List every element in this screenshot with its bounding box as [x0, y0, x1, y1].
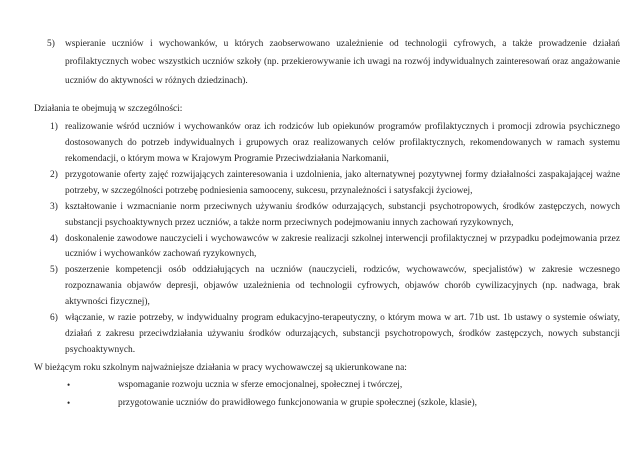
- list-item-text: włączanie, w razie potrzeby, w indywidualny program edukacyjno-terapeutyczny, o którym mowa w art. 71b ust. 1b ustawy o systemie oświaty, działań z zakresu przeciwdziałania używaniu środków odurzających, substancji psychotropowych, środków zastępczych, nowych substancji psychoaktywnych.: [65, 313, 620, 355]
- bullet-item-text: przygotowanie uczniów do prawidłowego funkcjonowania w grupie społecznej (szkole, klasie),: [118, 397, 478, 408]
- list-item: [50, 232, 620, 264]
- list-item-text: kształtowanie i wzmacnianie norm przeciwnych używaniu środków odurzających, substancji psychotropowych, środków zastępczych, nowych substancji psychoaktywnych przez uczniów, a także norm przeciwnych podejmowaniu innych zachowań ryzykownych,: [65, 201, 620, 228]
- bullet-icon: •: [67, 380, 71, 391]
- bullet-list-item: [34, 395, 620, 412]
- list-item-text: przygotowanie oferty zajęć rozwijających zainteresowania i uzdolnienia, jako alternatywnej pozytywnej formy działalności zaspakajającej ważne potrzeby, w szczególności potrzebę podniesienia samooceny, sukcesu, przynależności i satysfakcji życiowej,: [65, 169, 620, 196]
- bullet-list: [34, 377, 620, 412]
- bullet-icon: •: [67, 397, 71, 408]
- list-item-number: 2): [50, 169, 58, 180]
- section-heading: Działania te obejmują w szczególności:: [34, 104, 183, 115]
- list-item: [50, 263, 620, 311]
- list-item-text: poszerzenie kompetencji osób oddziałujących na uczniów (nauczycieli, rodziców, wychowawców, specjalistów) w zakresie wczesnego rozpoznawania objawów depresji, objawów uzależnienia od technologii cyfrowych, objawów chorób cywilizacyjnych (np. nadwaga, brak aktywności fizycznej),: [65, 265, 620, 308]
- list-item: [50, 168, 620, 200]
- list-item-number: 6): [50, 313, 58, 324]
- closing-paragraph: W bieżącym roku szkolnym najważniejsze działania w pracy wychowawczej są ukierunkowane na:: [34, 362, 407, 373]
- bullet-list-item: [34, 377, 620, 394]
- bullet-item-text: wspomaganie rozwoju ucznia w sferze emocjonalnej, społecznej i twórczej,: [118, 380, 403, 391]
- list-item: [50, 200, 620, 232]
- list-item-5-continued: [34, 35, 620, 90]
- list-item-text: wspieranie uczniów i wychowanków, u których zaobserwowano uzależnienie od technologii cyfrowych, a także prowadzenie działań profilaktycznych wobec wszystkich uczniów szkoły (np. przekierowywanie ich uwagi na rozwój indywidualnych zainteresowań oraz angażowanie uczniów do aktywności w różnych dziedzinach).: [65, 39, 620, 86]
- list-item: [50, 120, 620, 168]
- list-item-number: 4): [50, 233, 58, 244]
- list-item-number: 5): [50, 265, 58, 276]
- list-item-text: realizowanie wśród uczniów i wychowanków oraz ich rodziców lub opiekunów programów profilaktycznych i promocji zdrowia psychicznego dostosowanych do potrzeb indywidualnych i grupowych oraz realizowanych celów profilaktycznych, rekomendowanych w ramach systemu rekomendacji, o którym mowa w Krajowym Programie Przeciwdziałania Narkomanii,: [65, 122, 620, 165]
- list-item-number: 5): [47, 39, 55, 49]
- numbered-list: [34, 120, 620, 359]
- list-item-text: doskonalenie zawodowe nauczycieli i wychowawców w zakresie realizacji szkolnej interwencji profilaktycznej w przypadku podejmowania przez uczniów i wychowanków zachowań ryzykownych,: [65, 233, 620, 260]
- list-item: [50, 311, 620, 359]
- list-item-number: 1): [50, 122, 58, 133]
- list-item-number: 3): [50, 201, 58, 212]
